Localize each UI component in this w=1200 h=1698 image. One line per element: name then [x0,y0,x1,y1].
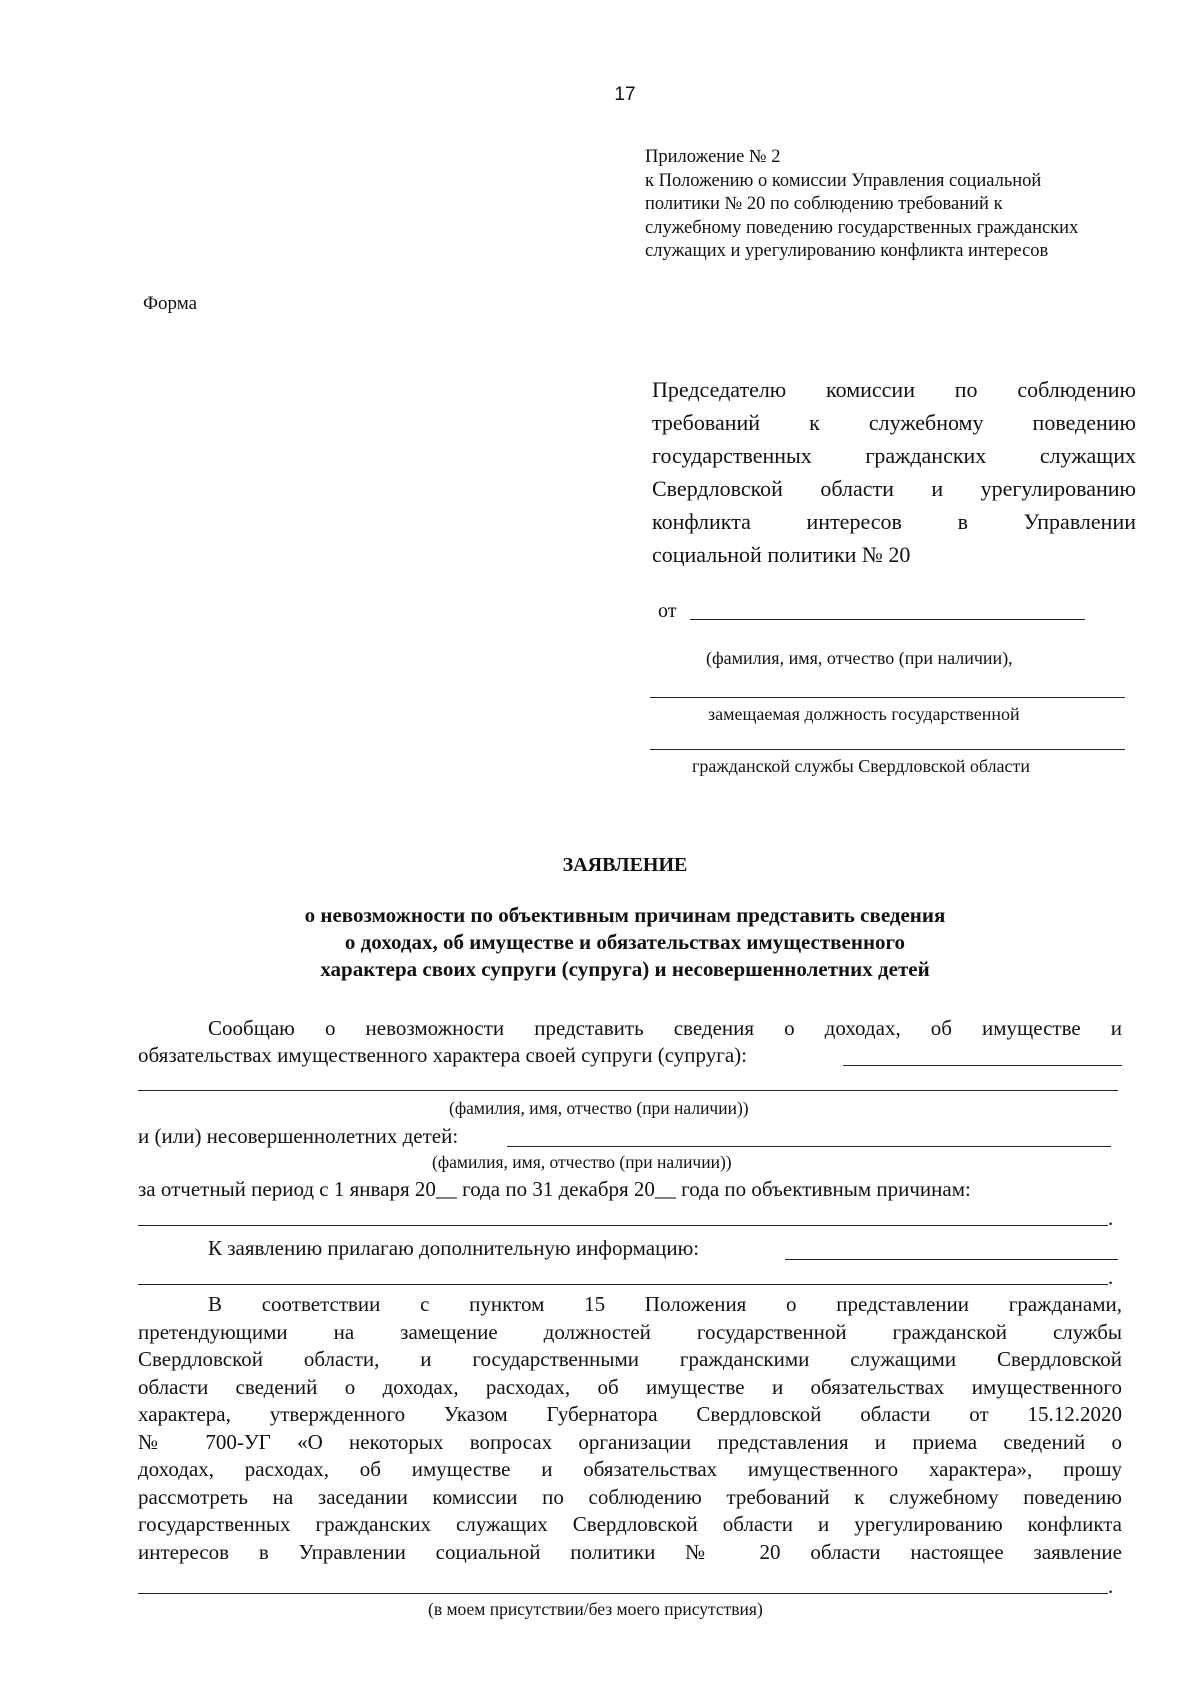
note-service: гражданской службы Свердловской области [692,756,1031,776]
note-position: замещаемая должность государственной [708,704,1020,724]
children-field-line[interactable] [507,1146,1111,1147]
addressee-line: требований к служебному поведению [652,410,1136,435]
period-end-dot: . [1108,1206,1114,1230]
appendix-line: служащих и урегулированию конфликта интересов [645,241,1049,261]
reasons-field-line[interactable] [138,1225,1108,1226]
from-label: от [658,600,677,622]
spouse-field-line[interactable] [843,1065,1122,1066]
addressee-line: Председателю комиссии по соблюдению [652,377,1136,402]
attach-label: К заявлению прилагаю дополнительную информацию: [208,1236,700,1260]
position-field-line[interactable] [650,697,1125,698]
presence-field-line[interactable] [138,1593,1108,1594]
page-number: 17 [614,84,636,105]
p3-end-dot: . [1108,1574,1114,1598]
appendix-line: к Положению о комиссии Управления социальной [645,170,1042,191]
document-title: ЗАЯВЛЕНИЕ [562,854,688,876]
note-fio-1: (фамилия, имя, отчество (при наличии)) [449,1098,749,1118]
note-fio-2: (фамилия, имя, отчество (при наличии)) [432,1152,732,1172]
subtitle-line: характера своих супруги (супруга) и несовершеннолетних детей [320,957,930,981]
p3-line: претендующими на замещение должностей государственной гражданской службы [138,1319,1122,1344]
service-field-line[interactable] [650,749,1125,750]
attach-end-dot: . [1108,1265,1114,1289]
p3-line: № 700-УГ «О некоторых вопросах организации представления и приема сведений о [138,1429,1122,1454]
document-subtitle [0,902,1200,983]
form-label: Форма [143,293,198,314]
p3-line: характера, утвержденного Указом Губернатора Свердловской области от 15.12.2020 [138,1402,1122,1426]
spouse-field-line-2[interactable] [138,1090,1118,1091]
appendix-header [645,146,1078,264]
period-line: за отчетный период с 1 января 20__ года по 31 декабря 20__ года по объективным причинам: [138,1177,971,1201]
attach-field-line[interactable] [785,1259,1118,1260]
appendix-line: Приложение № 2 [645,147,781,167]
subtitle-line: о невозможности по объективным причинам представить сведения [304,903,946,927]
addressee-line: государственных гражданских служащих [652,443,1136,468]
children-label: и (или) несовершеннолетних детей: [138,1124,459,1148]
subtitle-line: о доходах, об имуществе и обязательствах имущественного [344,930,906,954]
note-fio: (фамилия, имя, отчество (при наличии), [706,648,1013,668]
paragraph-request [138,1291,1122,1566]
p3-line: интересов в Управлении социальной политики № 20 области настоящее заявление [138,1539,1122,1564]
addressee-line: Свердловской области и урегулированию [652,476,1136,501]
addressee-line: конфликта интересов в Управлении [652,509,1136,534]
p1-line1: Сообщаю о невозможности представить сведения о доходах, об имуществе и [208,1016,1122,1040]
from-field-line[interactable] [690,619,1085,620]
appendix-line: политики № 20 по соблюдению требований к [645,194,1003,214]
addressee-block [652,373,1136,571]
note-presence: (в моем присутствии/без моего присутствия) [428,1599,763,1619]
p3-line: доходах, расходах, об имуществе и обязательствах имущественного характера», прошу [138,1457,1122,1481]
p3-line: рассмотреть на заседании комиссии по соблюдению требований к служебному поведению [138,1484,1122,1509]
p3-line: Свердловской области, и государственными гражданскими служащими Свердловской [138,1347,1122,1371]
p3-line: государственных гражданских служащих Свердловской области и урегулированию конфликта [138,1512,1122,1536]
appendix-line: служебному поведению государственных гражданских [645,217,1079,238]
attach-field-line-2[interactable] [138,1284,1108,1285]
p3-line: области сведений о доходах, расходах, об имуществе и обязательствах имущественного [138,1374,1122,1399]
p1-line2: обязательствах имущественного характера своей супруги (супруга): [138,1043,748,1067]
addressee-line: социальной политики № 20 [652,542,911,567]
p3-line: В соответствии с пунктом 15 Положения о представлении гражданами, [208,1292,1122,1316]
